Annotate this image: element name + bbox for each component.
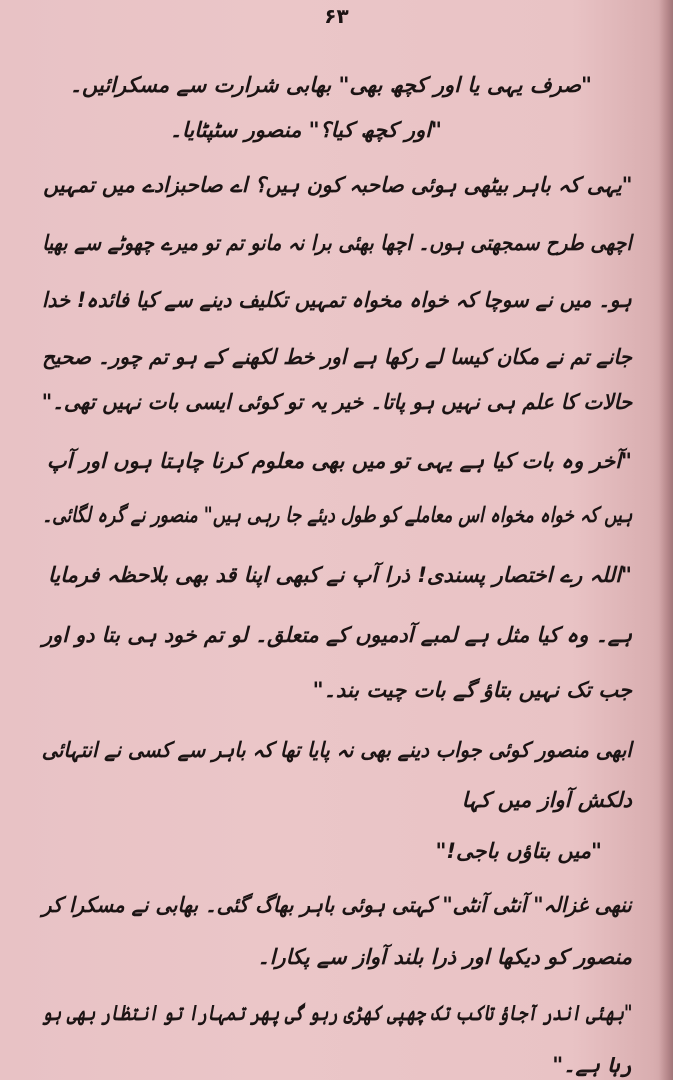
text-line: حالات کا علم ہی نہیں ہو پاتا۔ خیر یہ تو کوئی ایسی بات نہیں تھی۔"	[41, 390, 632, 414]
text-line: جانے تم نے مکان کیسا لے رکھا ہے اور خط لکھنے کے ہو تم چور۔ صحیح	[42, 345, 632, 369]
text-line: "صرف یہی یا اور کچھ بھی" بھابی شرارت سے مسکرائیں۔	[69, 73, 592, 97]
text-line: "میں بتاؤں باجی!"	[435, 839, 602, 863]
text-line: رہا ہے۔"	[552, 1053, 632, 1077]
text-line: دلکش آواز میں کہا	[461, 788, 632, 812]
text-line: "آخر وہ بات کیا ہے یہی تو میں بھی معلوم کرنا چاہتا ہوں اور آپ	[46, 449, 632, 473]
text-line: "اللہ رے اختصار پسندی! ذرا آپ نے کبھی اپنا قد بھی بلاحظہ فرمایا	[48, 563, 632, 587]
text-line: "بھئی اندر آجاؤ تاکب تک چھپی کھڑی رہو گی پھر تمہارا تو انتظار بھی ہو	[41, 1001, 632, 1025]
page-number: ۶۳	[324, 4, 349, 28]
text-line: ابھی منصور کوئی جواب دینے بھی نہ پایا تھا کہ باہر سے کسی نے انتہائی	[41, 738, 632, 762]
text-line: ننھی غزالہ" آنٹی آنٹی" کہتی ہوئی باہر بھاگ گئی۔ بھابی نے مسکرا کر	[42, 893, 632, 917]
text-line: "یہی کہ باہر بیٹھی ہوئی صاحبہ کون ہیں؟ اے صاحبزادے میں تمہیں	[42, 173, 632, 197]
text-line: جب تک نہیں بتاؤ گے بات چیت بند۔"	[312, 678, 632, 702]
text-line: ہو۔ میں نے سوچا کہ خواہ مخواہ تمہیں تکلیف دینے سے کیا فائدہ! خدا	[42, 288, 632, 312]
text-line: ہے۔ وہ کیا مثل ہے لمبے آدمیوں کے متعلق۔ لو تم خود ہی بتا دو اور	[42, 623, 632, 647]
text-line: "اور کچھ کیا؟" منصور سٹپٹایا۔	[169, 118, 442, 142]
text-line: منصور کو دیکھا اور ذرا بلند آواز سے پکارا۔	[257, 945, 632, 969]
text-line: اچھی طرح سمجھتی ہوں۔ اچھا بھئی برا نہ مانو تم تو میرے چھوٹے سے بھیا	[42, 231, 632, 255]
page-edge-shadow	[659, 0, 673, 1080]
text-line: ہیں کہ خواہ مخواہ اس معاملے کو طول دیئے جا رہی ہیں" منصور نے گرہ لگائی۔	[41, 503, 632, 527]
